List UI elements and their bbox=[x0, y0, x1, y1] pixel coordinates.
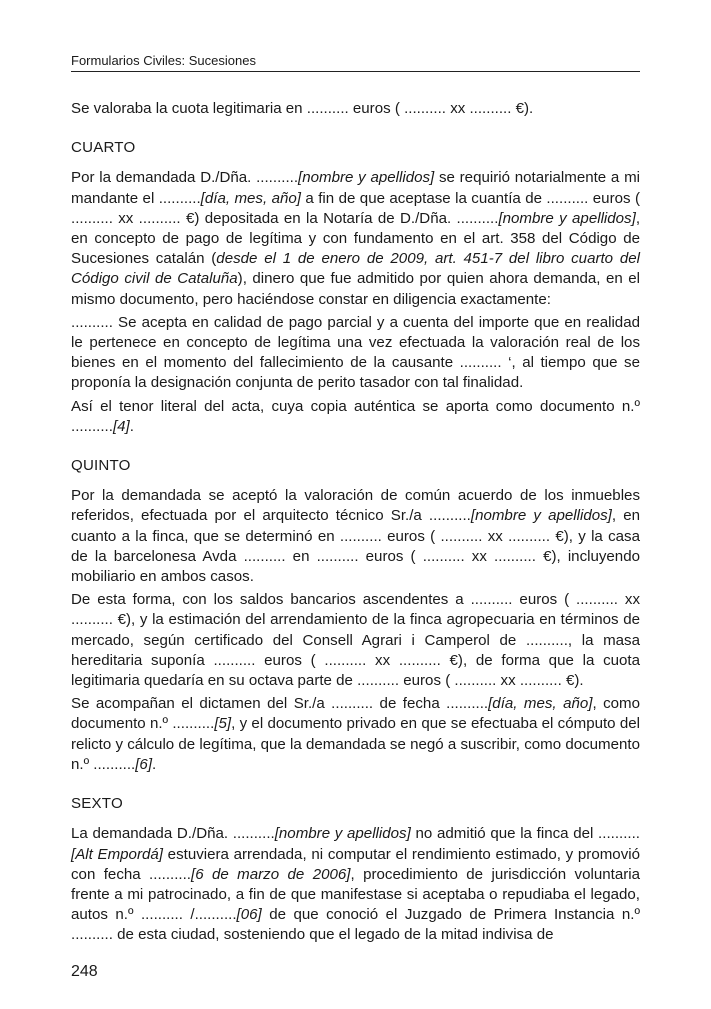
quinto-paragraph-2: De esta forma, con los saldos bancarios ascendentes a .......... euros ( .......... xx .......... €), y la estimación del arrendamiento de la finca agropecuaria en términos de mercado, según certificado del Consell Agrari i Camperol de .........., la masa hereditaria suponía .......... euros ( .......... xx .......... €), de forma que la cuota legitimaria quedaría en su octava parte de .......... euros ( .......... xx .......... €). bbox=[71, 591, 640, 690]
section-heading-quinto: QUINTO bbox=[71, 457, 131, 475]
quinto-paragraph-3: Se acompañan el dictamen del Sr./a .......... de fecha ..........[día, mes, año], como documento n.º ..........[5], y el documento privado en que se efectuaba el cómputo del relicto y cálculo de legítima, que la demandada se negó a suscribir, como documento n.º ..........[6]. bbox=[71, 695, 641, 773]
cuarto-paragraph-3: Así el tenor literal del acta, cuya copia auténtica se aporta como documento n.º ..........[4]. bbox=[71, 397, 640, 435]
intro-paragraph: Se valoraba la cuota legitimaria en .......... euros ( .......... xx .......... €). bbox=[71, 100, 534, 117]
quinto-paragraph-1: Por la demandada se aceptó la valoración de común acuerdo de los inmuebles referidos, efectuada por el arquitecto técnico Sr./a ..........[nombre y apellidos], en cuanto a la finca, que se determinó en .......... euros ( .......... xx .......... €), y la casa de la barcelonesa Avda .......... en .......... euros ( .......... xx .......... €), incluyendo mobiliario en ambos casos. bbox=[71, 487, 640, 586]
section-heading-sexto: SEXTO bbox=[71, 795, 123, 813]
sexto-paragraph-1: La demandada D./Dña. ..........[nombre y apellidos] no admitió que la finca del ..........[Alt Empordá] estuviera arrendada, ni computar el rendimiento estimado, y promovió con fecha ..........[6 de marzo de 2006], procedimiento de jurisdicción voluntaria frente a mi patrocinado, a fin de que manifestase si aceptaba o repudiaba el legado, autos n.º .......... /..........[06] de que conoció el Juzgado de Primera Instancia n.º .......... de esta ciudad, sosteniendo que el legado de la mitad indivisa de bbox=[71, 825, 640, 944]
cuarto-paragraph-1: Por la demandada D./Dña. ..........[nombre y apellidos] se requirió notarialmente a mi mandante el ..........[día, mes, año] a fin de que aceptase la cuantía de .......... euros ( .......... xx .......... €) depositada en la Notaría de D./Dña. ..........[nombre y apellidos], en concepto de pago de legítima y con fundamento en el art. 358 del Código de Sucesiones catalán (desde el 1 de enero de 2009, art. 451-7 del libro cuarto del Código civil de Cataluña), dinero que fue admitido por quien ahora demanda, en el mismo documento, pero haciéndose constar en diligencia exactamente: bbox=[71, 169, 641, 308]
document-body bbox=[71, 99, 640, 946]
section-heading-cuarto: CUARTO bbox=[71, 139, 136, 157]
page-number: 248 bbox=[71, 963, 98, 980]
cuarto-paragraph-2: .......... Se acepta en calidad de pago parcial y a cuenta del importe que en realidad le pertenece en concepto de legítima una vez efectuada la valoración real de los bienes en el momento del fallecimiento de la causante .......... ‘, al tiempo que se proponía la designación conjunta de perito tasador con tal finalidad. bbox=[71, 313, 640, 392]
running-header: Formularios Civiles: Sucesiones bbox=[71, 52, 640, 72]
